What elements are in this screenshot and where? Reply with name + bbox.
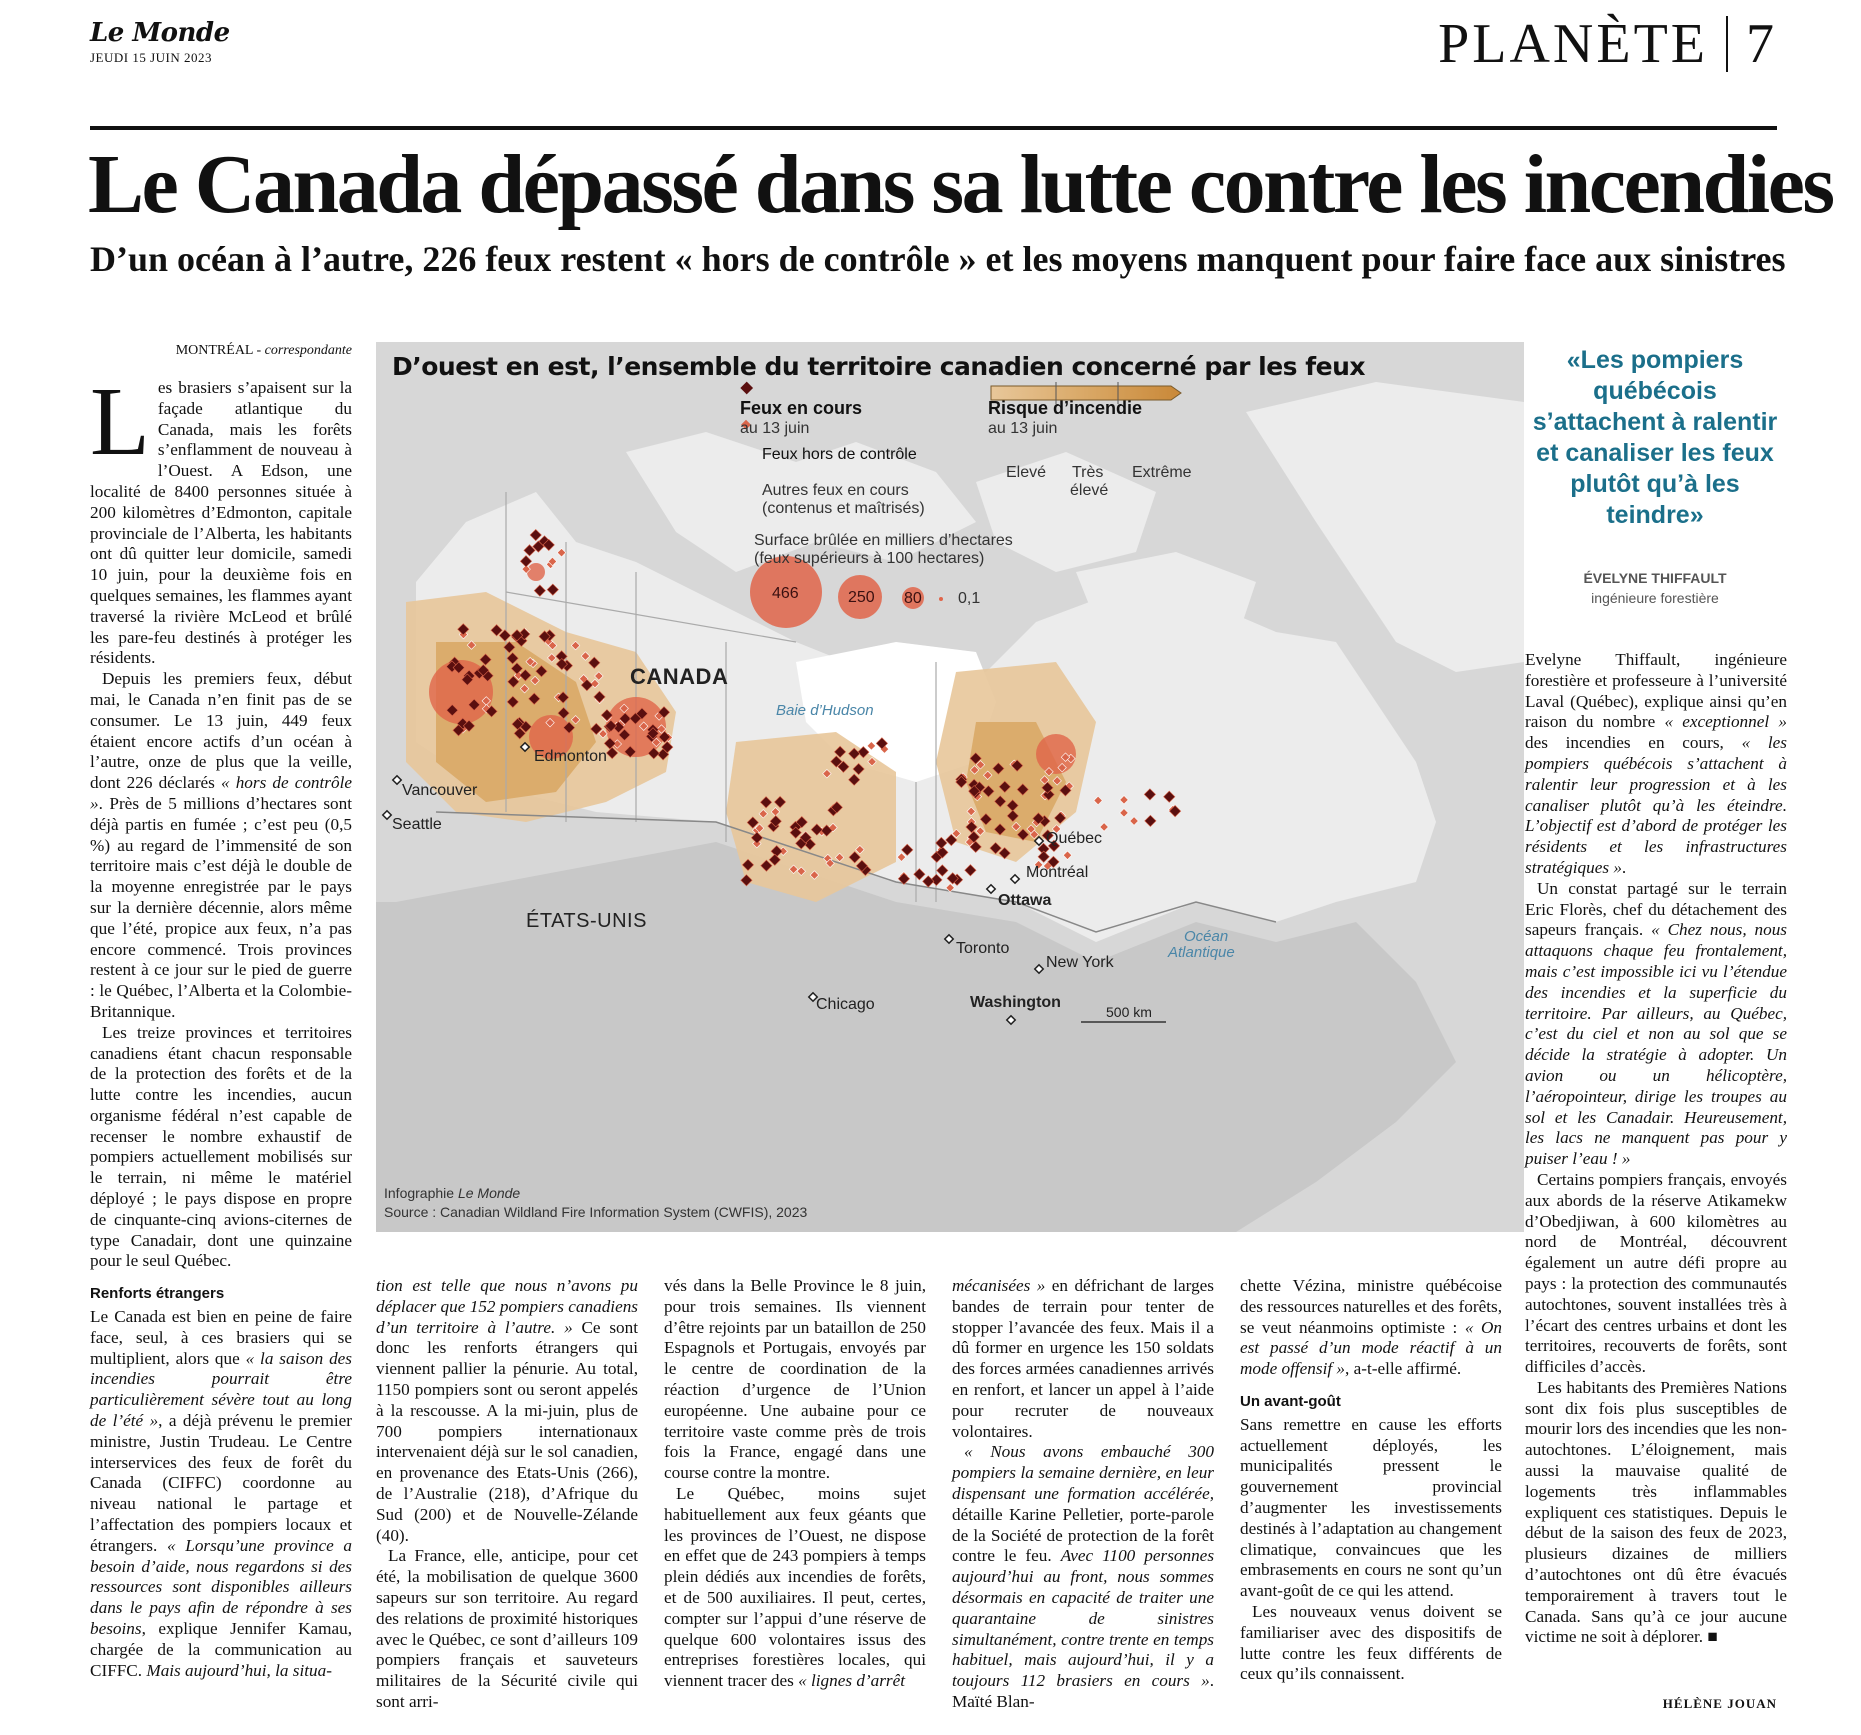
article-paragraph [952,1276,1214,1442]
label-canada: CANADA [630,664,729,689]
drop-cap: L [90,368,150,476]
article-column-3 [664,1276,926,1692]
paragraph-text: Les habitants des Premières Nations sont dix fois plus susceptibles de mourir lors des incendies que les non-autochtones. L’éloignement, mais aussi la mauvaise qualité de logements très inflammables expliquent ces statistiques. Depuis le début de la saison des feux de 2023, plusieurs dizaines de milliers d’autochtones ont dû être évacués temporairement à travers tout le Canada. Sans qu’à ce jour aucune victime ne soit à déplorer. [1525,1377,1787,1647]
paragraph-text: en défrichant de larges bandes de terrain pour tenter de stopper l’avancée des feux. Mais il a dû former en urgence les 150 soldats des forces armées canadiennes arrivés en renfort, et lancer un appel à l’aide pour recruter de nouveaux volontaires. [952,1276,1214,1441]
issue-date: JEUDI 15 JUIN 2023 [90,50,213,65]
paragraph-quote: « hors de contrôle » [90,773,352,813]
article-column-4 [952,1276,1214,1713]
article-paragraph [1525,1378,1787,1648]
paragraph-text: es brasiers s’apaisent sur la façade atlantique du Canada, mais les forêts s’enflamment de nouveau à l’Ouest. A Edson, une localité de 8400 personnes située à 200 kilomètres d’Edmonton, capitale provinciale de l’Alberta, les habitants ont dû quitter leur domicile, samedi 10 juin, pour la deuxième fois en quelques semaines, les flammes ayant traversé la rivière McLeod et brûlé les pare-feu destinés à protéger les résidents. [90,378,352,668]
paragraph-text: Certains pompiers français, envoyés aux abords de la réserve Atikamekw d’Obedjiwan, à 600 kilomètres au nord de Montréal, découvrent également un autre défi propre au pays : la protection des communautés autochtones, souvent installées très à l’écart des centres urbains et dont les territoires, recouverts de forêts, sont difficiles d’accès. [1525,1169,1787,1377]
paragraph-quote: « les pompiers québécois s’attachent à ralentir leur progression et à les canaliser plutôt qu’à les éteindre. L’objectif est d’abord de protéger les résidents et les infrastructures stratégiques » [1525,733,1787,877]
legend-area-0-1: 0,1 [958,590,981,607]
paragraph-quote: « exceptionnel » [1664,712,1787,732]
legend-bubble-0-1 [939,597,943,601]
section-divider [1726,16,1728,72]
page-number: 7 [1746,13,1777,75]
map-canvas [376,342,1524,1232]
article-paragraph [664,1276,926,1484]
legend-other-2: (contenus et maîtrisés) [762,500,925,517]
brand-logo: Le Monde [90,18,230,48]
article-paragraph [1240,1415,1502,1602]
end-mark: ■ [1707,1627,1718,1647]
headline: Le Canada dépassé dans sa lutte contre les incendies [88,138,1833,231]
paragraph-text: Sans remettre en cause les efforts actuellement déployés, les municipalités pressent le gouvernement provincial d’augmenter les investissements destinés à l’adaptation au changement climatique, convaincues que les embrasements en cours ne sont qu’un avant-goût de ce qui les attend. [1240,1414,1502,1601]
city-edmonton: Edmonton [534,748,607,765]
dateline-place: MONTRÉAL [175,343,253,358]
article-paragraph [664,1484,926,1692]
paragraph-text: , explique Jennifer Kamau, chargée de la communication au CIFFC. [90,1619,352,1680]
risk-label-extreme: Extrême [1132,464,1192,481]
legend-area-250: 250 [848,589,875,606]
label-usa: ÉTATS-UNIS [526,910,647,932]
article-paragraph [90,669,352,1023]
label-ocean-1: Océan [1184,928,1229,945]
top-rule [90,126,1777,130]
paragraph-text: Un constat partagé sur le terrain Eric Florès, chef du détachement des sapeurs français. [1525,878,1787,940]
city-toronto: Toronto [956,940,1010,957]
article-paragraph [376,1276,638,1546]
article-column-5 [1240,1276,1502,1685]
article-column-1 [90,368,352,1681]
city-ottawa: Ottawa [998,892,1052,909]
paragraph-text: Le Canada est bien en peine de faire face, seul, à ces brasiers qui se multiplient, alors que [90,1307,352,1368]
article-paragraph [90,368,352,669]
paragraph-text: Les nouveaux venus doivent se familiariser avec des dispositifs de lutte contre les feux différents de ceux qu’ils connaissent. [1240,1601,1502,1684]
label-hudson-bay: Baie d’Hudson [776,702,874,719]
map-title: D’ouest en est, l’ensemble du territoire canadien concerné par les feux [392,352,1365,381]
paragraph-text: Evelyne Thiffault, ingénieure forestière et professeure à l’université Laval (Québec), explique ainsi qu’en raison du nombre [1525,650,1787,732]
paragraph-quote: tion est telle que nous n’avons pu déplacer que 152 pompiers canadiens d’un territoire à l’autre. » [376,1276,638,1337]
article-column-2 [376,1276,638,1713]
section-name: PLANÈTE [1438,13,1708,75]
paragraph-quote: « Chez nous, nous attaquons chaque feu frontalement, mais c’est impossible ici vu l’étendue des incendies et la superficie du territoire. Par ailleurs, au Québec, c’est du ciel et non au sol que se décide la stratégie à adopter. Un avion ou un hélicoptère, l’aéropointeur, dirige les troupes au sol et les Canadair. Heureusement, les lacs ne manquent pas pour y puiser l’eau ! » [1525,920,1787,1169]
credit-line-1 [384,1184,807,1203]
article-paragraph [1240,1276,1502,1380]
article-paragraph [90,1307,352,1681]
article-paragraph [952,1442,1214,1712]
paragraph-text: La France, elle, anticipe, pour cet été, la mobilisation de quelque 3600 sapeurs sur son territoire. Au regard des relations de proximité historiques avec le Québec, ce sont d’ailleurs 109 pompiers français et sauveteurs militaires de la Sécurité civile qui sont arri- [376,1546,638,1711]
legend-risk-date: au 13 juin [988,420,1058,437]
author-signature: HÉLÈNE JOUAN [1662,1696,1777,1711]
paragraph-text: chette Vézina, ministre québécoise des ressources naturelles et des forêts, se veut néanmoins optimiste : [1240,1276,1502,1337]
article-paragraph [1525,650,1787,879]
paragraph-quote: Mais aujourd’hui, la situa- [146,1660,332,1680]
article-paragraph [1525,879,1787,1170]
paragraph-quote: « lignes d’arrêt [798,1671,906,1691]
paragraph-text: Depuis les premiers feux, début mai, le Canada n’en finit pas de se consumer. Le 13 juin, 449 feux étaient encore actifs d’un océan à l’autre, onze de plus que la veille, dont 226 déclarés [90,669,352,793]
paragraph-text: . Maïté Blan- [952,1671,1214,1711]
burned-area-circle [527,563,545,581]
article-paragraph [1240,1602,1502,1685]
paragraph-text: , a déjà prévenu le premier ministre, Justin Trudeau. Le Centre interservices des feux de forêt du Canada (CIFFC) coordonne au niveau national le partage et l’affectation des pompiers locaux et étrangers. [90,1411,352,1555]
paragraph-text: Le Québec, moins sujet habituellement aux feux géants que les provinces de l’Ouest, ne dispose en effet que de 243 pompiers à temps plein dédiés aux incendies de forêts, et de 500 auxiliaires. Il peut, certes, compter sur l’appui d’une réserve de quelque 600 volontaires issus des entreprises forestières locales, qui viennent tracer des [664,1483,926,1691]
article-paragraph [1525,1170,1787,1378]
legend-risk-title: Risque d’incendie [988,398,1143,418]
map-credit [384,1184,807,1222]
article-column-right [1525,650,1787,1648]
burned-area-circle [1036,734,1076,774]
paragraph-quote: « Nous avons embauché 300 pompiers la semaine dernière, en leur dispensant une formation accélérée, [952,1442,1214,1503]
section-header [1438,12,1777,76]
fire-map [376,342,1524,1232]
risk-label-very-1: Très [1072,464,1104,481]
dateline-role: correspondante [264,343,352,358]
legend-fires-title: Feux en cours [740,398,863,418]
label-ocean-2: Atlantique [1168,944,1235,961]
city-vancouver: Vancouver [402,782,478,799]
legend-area-80: 80 [904,590,922,607]
paragraph-text: . Près de 5 millions d’hectares sont déjà partis en fumée ; c’est peu (0,5 %) au regard de l’immensité de son territoire mais c’est déjà le double de la moyenne enregistrée par le pays sur la dernière décennie, alors même que l’été, propice aux feux, n’a pas encore commencé. Trois provinces restent à ce jour sur le pied de guerre : le Québec, l’Alberta et la Colombie-Britannique. [90,793,352,1021]
subheading-renforts: Renforts étrangers [90,1285,225,1303]
paragraph-quote: « On est passé d’un mode réactif à un mode offensif » [1240,1317,1503,1379]
pull-quote-author: ÉVELYNE THIFFAULT [1583,570,1727,586]
city-chicago: Chicago [816,996,875,1013]
masthead [90,18,230,66]
paragraph-text: , a-t-elle affirmé. [1345,1359,1462,1379]
city-quebec: Québec [1046,830,1103,847]
legend-area-466: 466 [772,585,799,602]
paragraph-text: des incendies en cours, [1525,733,1742,753]
credit-text: Infographie [384,1185,458,1201]
dateline-sep: - [252,343,265,358]
paragraph-text: détaille Karine Pelletier, porte-parole de la Société de protection de la forêt contre le feu. [952,1504,1214,1566]
paragraph-quote: « la saison des incendies pourrait être particulièrement sévère tout au long de l’été » [90,1348,352,1431]
legend-out-of-control: Feux hors de contrôle [762,446,917,463]
paragraph-text: Les treize provinces et territoires canadiens étant chacun responsable de la protection des forêts et de la lutte contre les incendies, aucun organisme fédéral n’est capable de recenser le nombre exhaustif de pompiers actuellement mobilisés sur le terrain, ni même le matériel déployé ; le pays dispose en propre de cinquante-cinq avions-citernes de type Canadair, dont une quinzaine pour le seul Québec. [90,1022,352,1271]
paragraph-text: Ce sont donc les renforts étrangers qui viennent pallier la pénurie. Au total, 1150 pompiers sont ou seront appelés à la rescousse. A la mi-juin, plus de 700 pompiers internationaux intervenaient déjà sur le sol canadien, en provenance des Etats-Unis (266), de l’Australie (218), d’Afrique du Sud (200) et de Nouvelle-Zélande (40). [376,1317,638,1545]
legend-area-2: (feux supérieurs à 100 hectares) [754,550,985,567]
paragraph-quote: Avec 1100 personnes aujourd’hui au front, nous sommes désormais en capacité de traiter une quarantaine de sinistres simultanément, contre trente en temps habituel, mais aujourd’hui, il y a toujours 112 brasiers en cours » [952,1546,1215,1691]
city-washington: Washington [970,994,1061,1011]
paragraph-quote: « Lorsqu’une province a besoin d’aide, nous regardons si des ressources sont disponibles ailleurs dans le pays afin de répondre à ses besoins [90,1535,352,1639]
article-paragraph [90,1023,352,1273]
subheading-avant-gout: Un avant-goût [1240,1392,1341,1410]
legend-fires-date: au 13 juin [740,420,810,437]
pull-quote: «Les pompiers québécois s’attachent à ralentir et canaliser les feux plutôt qu’à les teindre» [1532,346,1778,529]
paragraph-text: . [1621,857,1627,877]
subheadline: D’un océan à l’autre, 226 feux restent « hors de contrôle » et les moyens manquent pour faire face aux sinistres [90,239,1786,279]
city-seattle: Seattle [392,816,442,833]
article-paragraph [376,1546,638,1712]
pull-quote-role: ingénieure forestière [1591,590,1719,606]
paragraph-text: vés dans la Belle Province le 8 juin, pour trois semaines. Ils viennent d’être rejoints par un bataillon de 250 Espagnols et Portugais, envoyés par le centre de coordination de la réaction d’urgence de l’Union européenne. Une aubaine pour ce territoire vaste comme près de trois fois la France, engagé dans une course contre la montre. [664,1276,926,1483]
dateline [152,343,352,359]
paragraph-quote: mécanisées » [952,1276,1046,1295]
legend-other-1: Autres feux en cours [762,482,909,499]
legend-area-1: Surface brûlée en milliers d’hectares [754,532,1013,549]
risk-label-high: Elevé [1006,464,1047,481]
credit-brand: Le Monde [457,1185,521,1201]
credit-line-2: Source : Canadian Wildland Fire Information System (CWFIS), 2023 [384,1204,808,1220]
city-montreal: Montréal [1026,864,1089,881]
city-newyork: New York [1046,954,1114,971]
risk-label-very-2: élevé [1070,482,1109,499]
scale-label: 500 km [1106,1004,1152,1020]
